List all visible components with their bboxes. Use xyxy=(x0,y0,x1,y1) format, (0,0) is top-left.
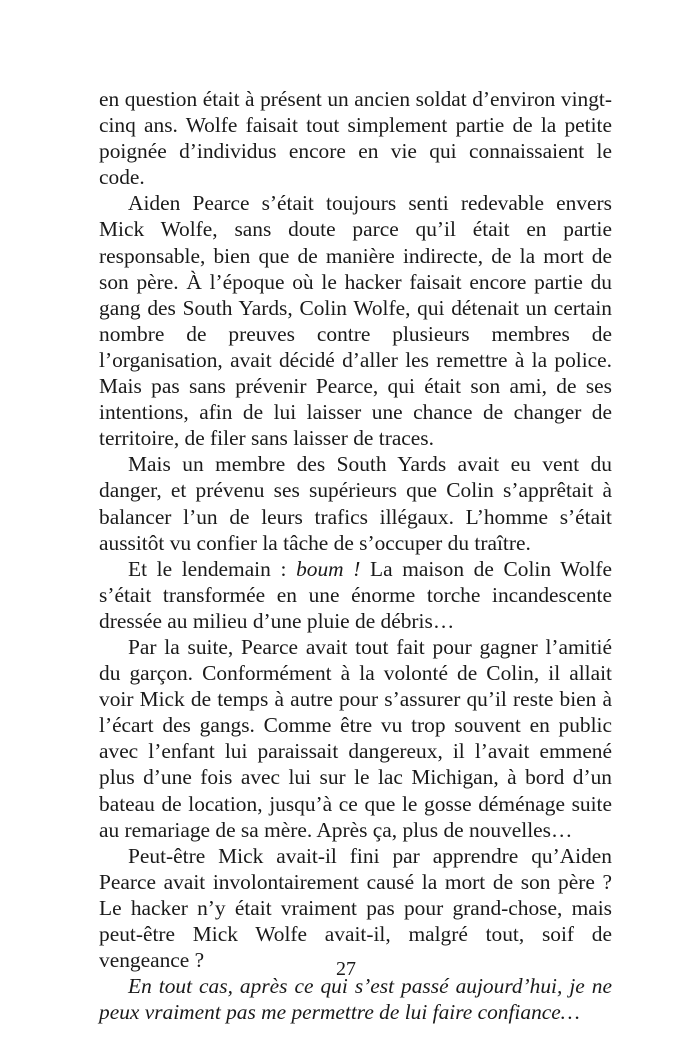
paragraph-7-italic: En tout cas, après ce qui s’est passé aujourd’hui, je ne peux vraiment pas me permettre de lui faire confiance… xyxy=(99,974,612,1025)
paragraph-5-text: Par la suite, Pearce avait tout fait pour gagner l’amitié du garçon. Conformément à la volonté de Colin, il allait voir Mick de temps à autre pour s’assurer qu’il reste bien à l’écart des gangs. Comme être vu trop souvent en public avec l’enfant lui paraissait dangereux, il l’avait emmené plus d’une fois avec lui sur le lac Michigan, à bord d’un bateau de location, jusqu’à ce que le gosse déménage suite au remariage de sa mère. Après ça, plus de nouvelles… xyxy=(99,634,612,842)
paragraph-3-text: Mais un membre des South Yards avait eu vent du danger, et prévenu ses supérieurs que Colin s’apprêtait à balancer l’un de leurs trafics illégaux. L’homme s’était aussitôt vu confier la tâche de s’occuper du traître. xyxy=(99,452,612,555)
paragraph-1 xyxy=(99,86,612,190)
paragraph-2 xyxy=(99,190,612,451)
paragraph-4 xyxy=(99,556,612,634)
paragraph-3 xyxy=(99,451,612,555)
paragraph-6 xyxy=(99,843,612,973)
paragraph-4-italic: boum ! xyxy=(296,556,361,581)
body-text xyxy=(99,86,612,1025)
page-number: 27 xyxy=(336,958,356,980)
paragraph-4-text-b: La maison de Colin Wolfe s’était transformée en une énorme torche incandescente dressée au milieu d’une pluie de débris… xyxy=(99,556,613,633)
paragraph-6-text: Peut-être Mick avait-il fini par apprendre qu’Aiden Pearce avait involontairement causé la mort de son père ? Le hacker n’y était vraiment pas pour grand-chose, mais peut-être Mick Wolfe avait-il, malgré tout, soif de vengeance ? xyxy=(99,843,612,973)
paragraph-7 xyxy=(99,973,612,1025)
paragraph-1-text: en question était à présent un ancien soldat d’environ vingt-cinq ans. Wolfe faisait tout simplement partie de la petite poignée d’individus encore en vie qui connaissaient le code. xyxy=(99,87,612,190)
paragraph-5 xyxy=(99,634,612,843)
paragraph-4-text-a: Et le lendemain : xyxy=(128,556,297,581)
paragraph-2-text: Aiden Pearce s’était toujours senti redevable envers Mick Wolfe, sans doute parce qu’il était en partie responsable, bien que de manière indirecte, de la mort de son père. À l’époque où le hacker faisait encore partie du gang des South Yards, Colin Wolfe, qui détenait un certain nombre de preuves contre plusieurs membres de l’organisation, avait décidé d’aller les remettre à la police. Mais pas sans prévenir Pearce, qui était son ami, de ses intentions, afin de lui laisser une chance de changer de territoire, de filer sans laisser de traces. xyxy=(99,191,612,451)
